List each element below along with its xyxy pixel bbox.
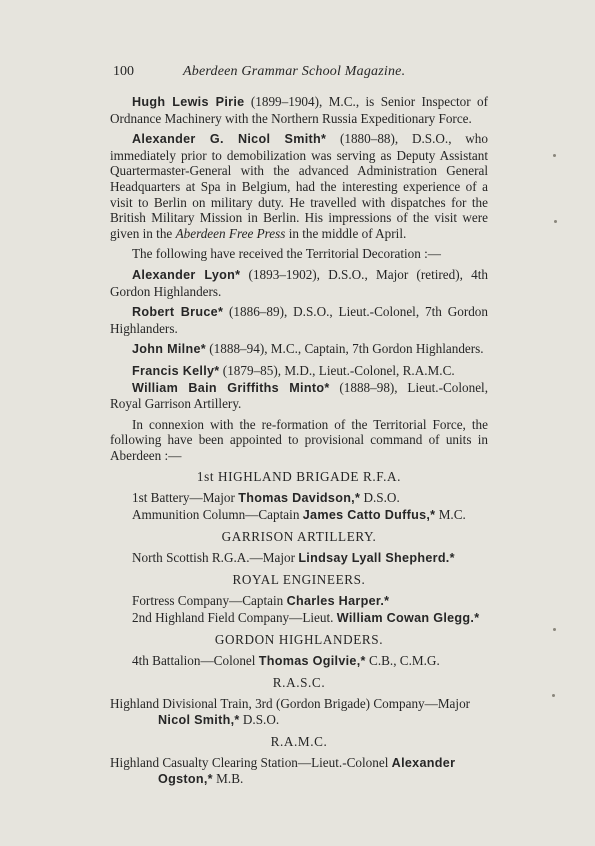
paragraph-nicol-smith: Alexander G. Nicol Smith* (1880–88), D.S.O., who immediately prior to demobilization was serving as Deputy Assistant Quartermaster-General with the advanced Administration General Headquarters at Spa in Belgium, had the interesting experience of a visit to Berlin on military duty. He travelled with dispatches for the British Military Mission in Berlin. His impressions of the visit were given in the Aberdeen Free Press in the middle of April.	[110, 131, 488, 241]
page-header	[113, 64, 493, 80]
appointment-line: 4th Battalion—Colonel Thomas Ogilvie,* C.B., C.M.G.	[132, 652, 440, 668]
running-title: Aberdeen Grammar School Magazine.	[183, 64, 406, 79]
paragraph-territorial-decoration: The following have received the Territorial Decoration :—	[132, 246, 441, 262]
section-heading: 1st HIGHLAND BRIGADE R.F.A.	[196, 469, 402, 485]
section-heading: R.A.S.C.	[272, 675, 326, 691]
list-item: Francis Kelly* (1879–85), M.D., Lieut.-Colonel, R.A.M.C.	[132, 362, 455, 378]
newspaper-title: Aberdeen Free Press	[175, 225, 286, 241]
list-item: Alexander Lyon* (1893–1902), D.S.O., Major (retired), 4th Gordon Highlanders.	[110, 266, 488, 299]
appointment-line: 2nd Highland Field Company—Lieut. William Cowan Glegg.*	[132, 609, 480, 625]
section-heading: ROYAL ENGINEERS.	[232, 572, 366, 588]
paper-speck	[553, 154, 556, 157]
person-name: Hugh Lewis Pirie	[132, 95, 245, 109]
appointment-line: North Scottish R.G.A.—Major Lindsay Lyall Shepherd.*	[132, 549, 455, 565]
paper-speck	[554, 220, 557, 223]
section-heading: R.A.M.C.	[270, 734, 328, 750]
page-number: 100	[113, 64, 134, 79]
paper-speck	[552, 694, 555, 697]
section-heading: GARRISON ARTILLERY.	[221, 529, 377, 545]
appointment-line: Highland Divisional Train, 3rd (Gordon Brigade) Company—Major Nicol Smith,* D.S.O.	[110, 696, 471, 727]
list-item: Robert Bruce* (1886–89), D.S.O., Lieut.-Colonel, 7th Gordon Highlanders.	[110, 304, 488, 336]
appointment-line: Fortress Company—Captain Charles Harper.*	[132, 593, 390, 609]
paragraph-pirie: Hugh Lewis Pirie (1899–1904), M.C., is Senior Inspector of Ordnance Machinery with the Northern Russia Expeditionary Force.	[110, 94, 488, 126]
paper-speck	[553, 628, 556, 631]
appointment-line: Ammunition Column—Captain James Catto Duffus,* M.C.	[132, 506, 466, 522]
appointment-line: 1st Battery—Major Thomas Davidson,* D.S.O.	[132, 490, 400, 506]
body-text	[110, 94, 488, 793]
appointment-line: Highland Casualty Clearing Station—Lieut.-Colonel Alexander Ogston,* M.B.	[110, 754, 456, 787]
list-item: William Bain Griffiths Minto* (1888–98), Lieut.-Colonel, Royal Garrison Artillery.	[110, 379, 489, 412]
list-item: John Milne* (1888–94), M.C., Captain, 7th Gordon Highlanders.	[132, 341, 484, 357]
section-heading: GORDON HIGHLANDERS.	[214, 632, 384, 648]
paragraph-re-formation: In connexion with the re-formation of the Territorial Force, the following have been appointed to provisional command of units in Aberdeen :—	[110, 416, 488, 463]
person-name: Alexander G. Nicol Smith*	[132, 132, 327, 147]
